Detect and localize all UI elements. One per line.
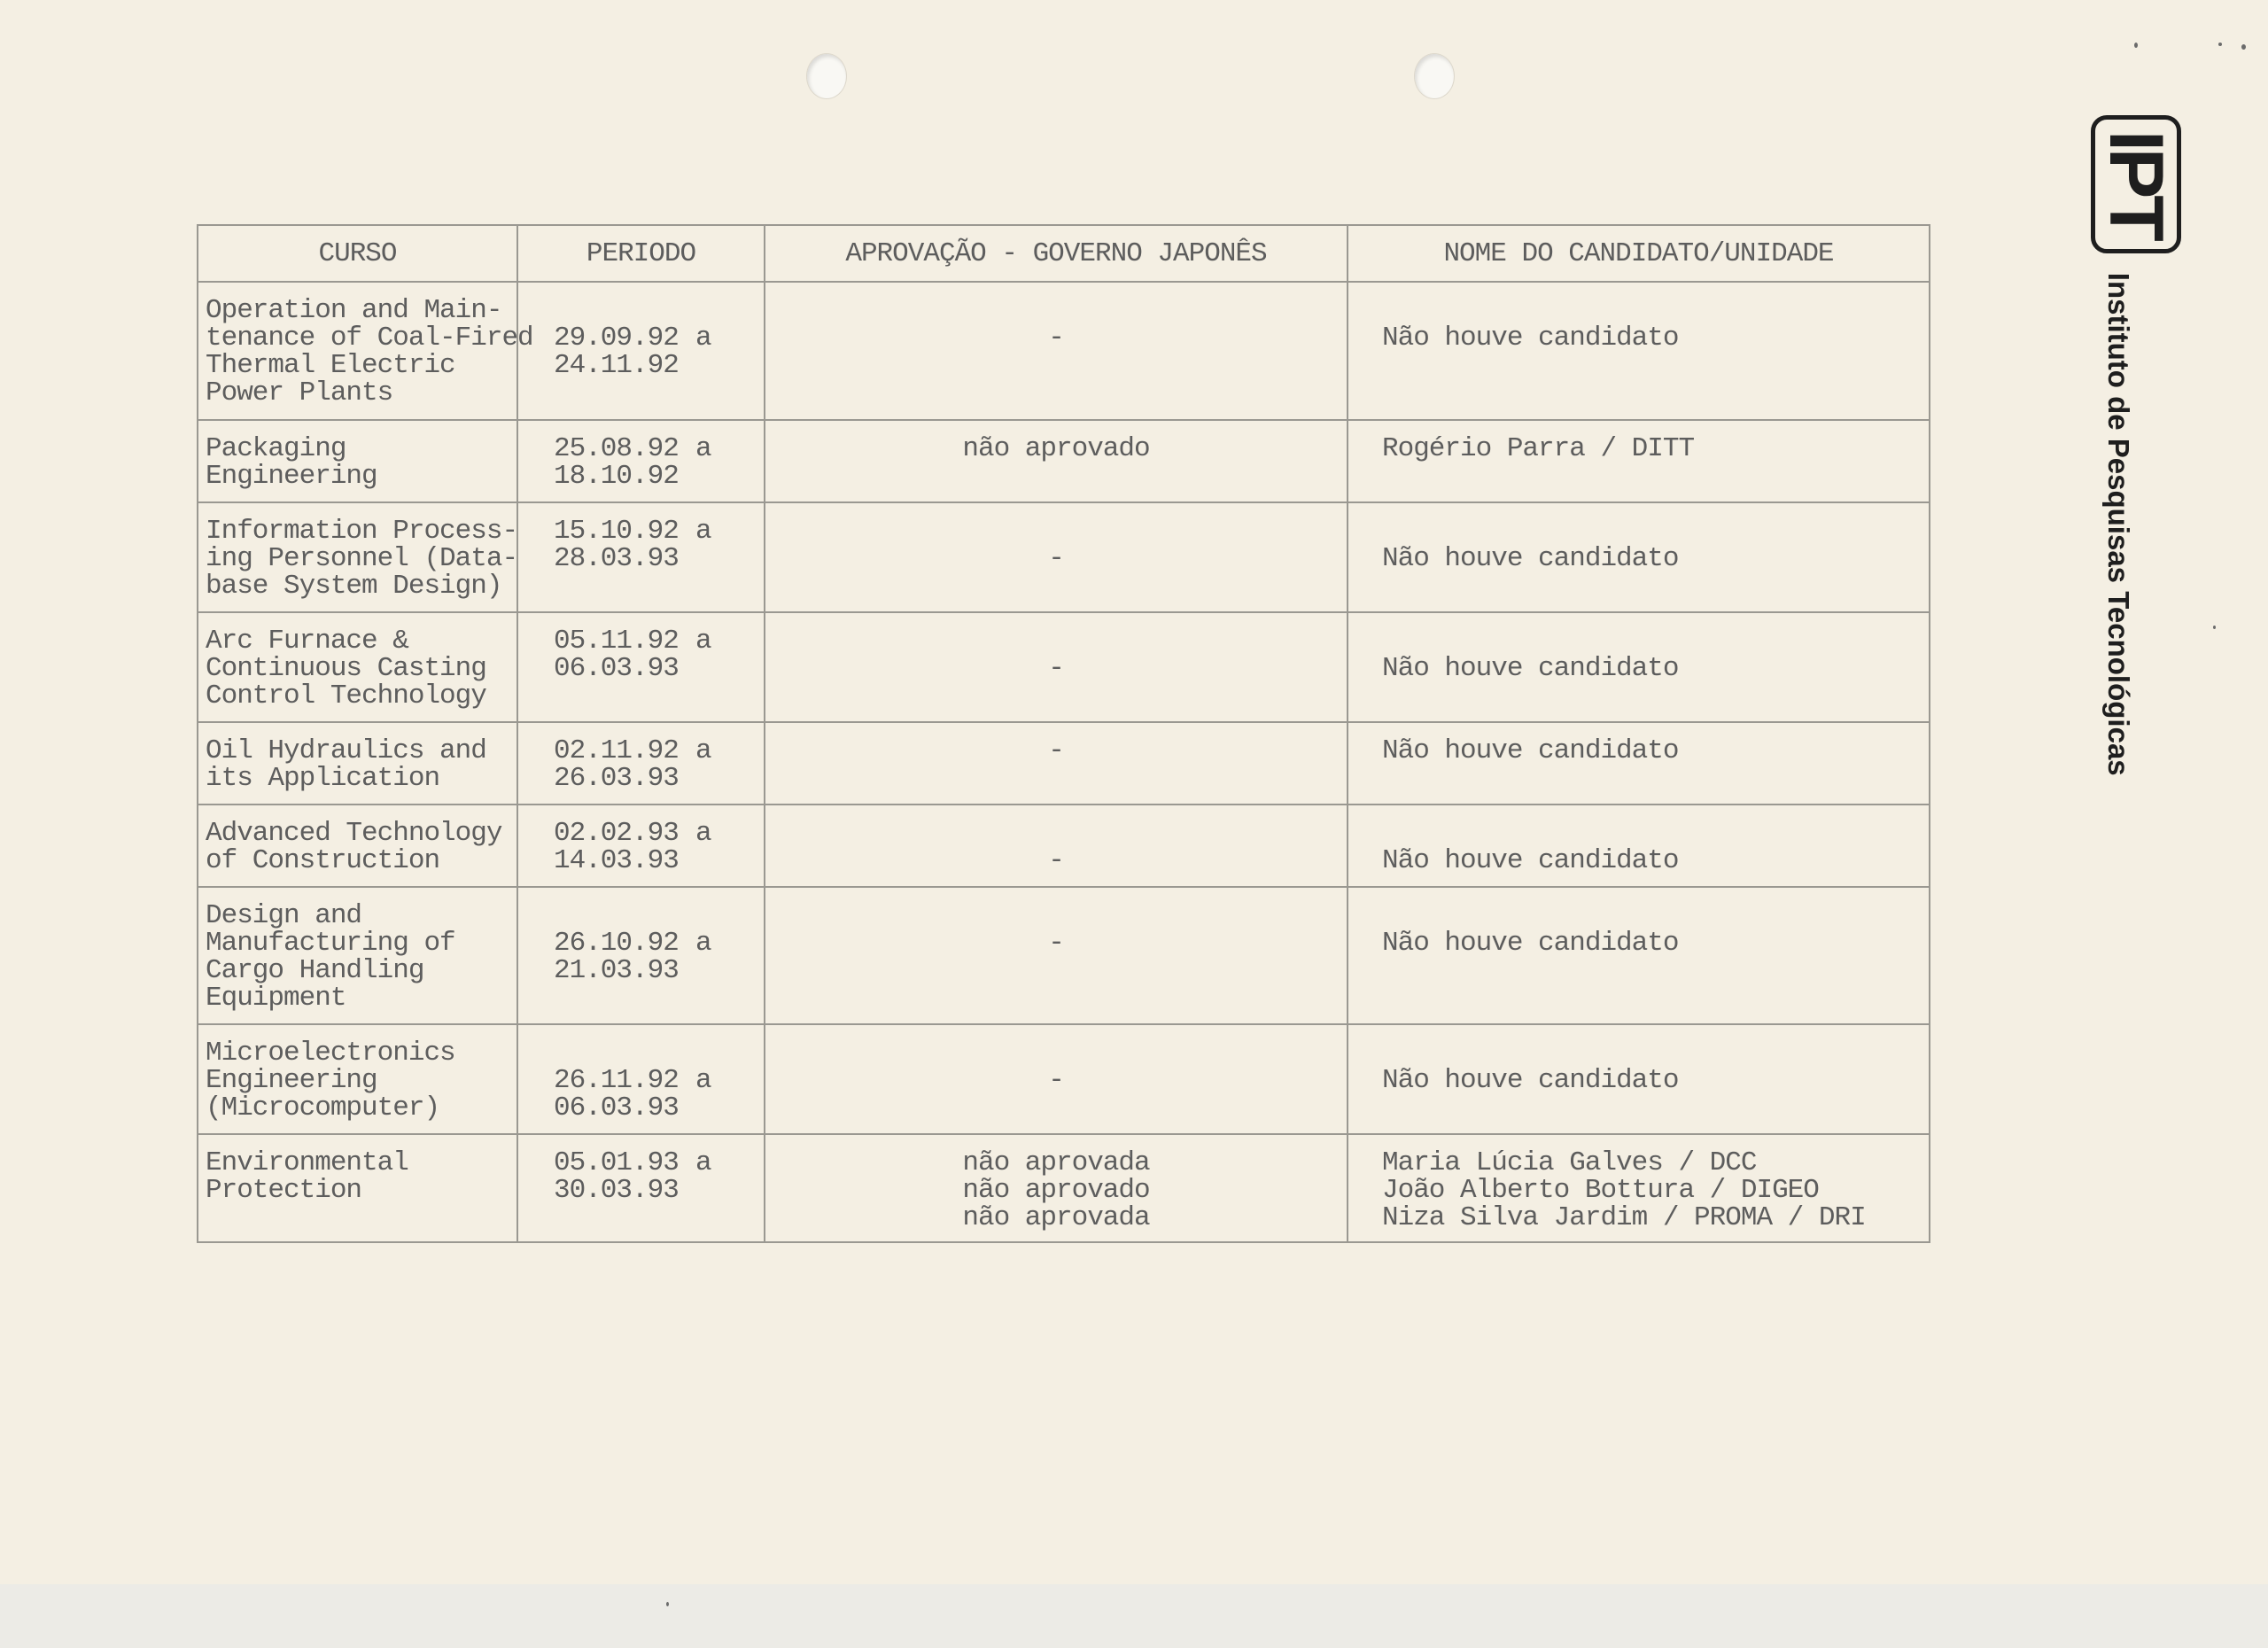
paper-speck — [2134, 43, 2138, 48]
candidate-text: Não houve candidato — [1382, 1065, 1679, 1096]
ipt-logo: IPT — [2091, 115, 2181, 253]
period-start: 02.11.92 — [554, 735, 679, 766]
table-row — [198, 612, 1930, 722]
approval-text: - — [1048, 1065, 1064, 1096]
course-line: (Microcomputer) — [206, 1092, 440, 1123]
candidate-text: João Alberto Bottura / DIGEO — [1382, 1175, 1819, 1206]
period-start: 05.11.92 — [554, 626, 679, 657]
period-separator: a — [695, 516, 711, 547]
course-line: Control Technology — [206, 680, 486, 711]
course-line: its Application — [206, 763, 440, 794]
course-line: Equipment — [206, 983, 346, 1014]
course-cell — [198, 722, 517, 805]
period-separator: a — [695, 1147, 711, 1178]
course-line: Operation and Main- — [206, 295, 502, 326]
paper-speck — [666, 1602, 669, 1606]
approval-cell — [765, 805, 1348, 887]
course-cell — [198, 887, 517, 1024]
course-cell — [198, 282, 533, 420]
header-periodo: PERIODO — [517, 225, 765, 282]
candidate-cell — [1348, 887, 1930, 1024]
course-table — [197, 224, 1930, 1243]
period-end: 28.03.93 — [554, 543, 679, 574]
approval-cell — [765, 420, 1348, 502]
period-end: 06.03.93 — [554, 653, 679, 684]
period-end: 14.03.93 — [554, 845, 679, 876]
period-separator: a — [695, 818, 711, 849]
course-line: Engineering — [206, 461, 377, 492]
course-cell — [198, 420, 517, 502]
header-row — [198, 225, 1930, 282]
course-line: tenance of Coal-Fired — [206, 323, 533, 354]
period-cell — [517, 612, 765, 722]
course-line: ing Personnel (Data- — [206, 543, 518, 574]
period-separator: a — [695, 928, 711, 959]
candidate-text: Niza Silva Jardim / PROMA / DRI — [1382, 1202, 1866, 1233]
period-start: 15.10.92 — [554, 516, 679, 547]
table-row — [198, 420, 1930, 502]
header-candidato: NOME DO CANDIDATO/UNIDADE — [1348, 225, 1930, 282]
candidate-cell — [1348, 282, 1930, 420]
approval-cell — [765, 722, 1348, 805]
period-start: 29.09.92 — [554, 323, 679, 354]
course-line: Thermal Electric — [206, 350, 455, 381]
period-end: 24.11.92 — [554, 350, 679, 381]
period-separator: a — [695, 1065, 711, 1096]
candidate-cell — [1348, 420, 1930, 502]
course-line: Power Plants — [206, 377, 393, 408]
course-line: Arc Furnace & — [206, 626, 408, 657]
course-line: Oil Hydraulics and — [206, 735, 486, 766]
approval-text: - — [1048, 543, 1064, 574]
course-line: Advanced Technology — [206, 818, 502, 849]
candidate-cell — [1348, 1134, 1930, 1242]
candidate-cell — [1348, 612, 1930, 722]
paper-speck — [2218, 43, 2222, 46]
period-cell — [517, 1024, 765, 1134]
candidate-text: Não houve candidato — [1382, 653, 1679, 684]
period-cell — [517, 420, 765, 502]
period-end: 18.10.92 — [554, 461, 679, 492]
candidate-cell — [1348, 805, 1930, 887]
candidate-text: Não houve candidato — [1382, 543, 1679, 574]
candidate-text: Não houve candidato — [1382, 735, 1679, 766]
course-line: Protection — [206, 1175, 362, 1206]
candidate-text: Não houve candidato — [1382, 845, 1679, 876]
period-start: 26.11.92 — [554, 1065, 679, 1096]
candidate-cell — [1348, 1024, 1930, 1134]
period-separator: a — [695, 626, 711, 657]
period-separator: a — [695, 433, 711, 464]
table-row — [198, 1134, 1930, 1242]
approval-cell — [765, 502, 1348, 612]
paper-speck — [2241, 44, 2246, 50]
period-start: 26.10.92 — [554, 928, 679, 959]
approval-text: não aprovada — [962, 1147, 1150, 1178]
course-line: Cargo Handling — [206, 955, 424, 986]
period-start: 02.02.93 — [554, 818, 679, 849]
candidate-text: Rogério Parra / DITT — [1382, 433, 1695, 464]
period-cell — [517, 282, 765, 420]
table-row — [198, 282, 1930, 420]
course-line: of Construction — [206, 845, 440, 876]
approval-cell — [765, 1024, 1348, 1134]
course-cell — [198, 1024, 517, 1134]
period-end: 06.03.93 — [554, 1092, 679, 1123]
approval-text: não aprovado — [962, 1175, 1150, 1206]
candidate-cell — [1348, 722, 1930, 805]
course-line: Engineering — [206, 1065, 377, 1096]
approval-text: - — [1048, 845, 1064, 876]
approval-cell — [765, 887, 1348, 1024]
table-row — [198, 805, 1930, 887]
approval-text: - — [1048, 323, 1064, 354]
course-cell — [198, 805, 517, 887]
candidate-cell — [1348, 502, 1930, 612]
candidate-text: Não houve candidato — [1382, 323, 1679, 354]
period-start: 05.01.93 — [554, 1147, 679, 1178]
period-start: 25.08.92 — [554, 433, 679, 464]
period-separator: a — [695, 735, 711, 766]
approval-text: não aprovado — [962, 433, 1150, 464]
candidate-text: Maria Lúcia Galves / DCC — [1382, 1147, 1757, 1178]
period-cell — [517, 722, 765, 805]
period-end: 30.03.93 — [554, 1175, 679, 1206]
approval-text: não aprovada — [962, 1202, 1150, 1233]
approval-text: - — [1048, 928, 1064, 959]
table-row — [198, 1024, 1930, 1134]
institute-name: Instituto de Pesquisas Tecnológicas — [2102, 272, 2135, 776]
approval-cell — [765, 612, 1348, 722]
period-end: 21.03.93 — [554, 955, 679, 986]
course-line: Manufacturing of — [206, 928, 455, 959]
table-row — [198, 887, 1930, 1024]
period-cell — [517, 502, 765, 612]
candidate-text: Não houve candidato — [1382, 928, 1679, 959]
approval-cell — [765, 282, 1348, 420]
course-line: Information Process- — [206, 516, 518, 547]
table-row — [198, 722, 1930, 805]
paper-speck — [2213, 626, 2216, 629]
approval-text: - — [1048, 653, 1064, 684]
course-line: Continuous Casting — [206, 653, 486, 684]
header-aprovacao: APROVAÇÃO - GOVERNO JAPONÊS — [765, 225, 1348, 282]
course-cell — [198, 502, 517, 612]
approval-cell — [765, 1134, 1348, 1242]
header-curso: CURSO — [198, 225, 517, 282]
period-cell — [517, 1134, 765, 1242]
course-line: base System Design) — [206, 571, 502, 602]
table-row — [198, 502, 1930, 612]
course-line: Packaging — [206, 433, 346, 464]
punch-hole — [806, 53, 847, 99]
period-cell — [517, 887, 765, 1024]
course-line: Design and — [206, 900, 362, 931]
course-cell — [198, 1134, 517, 1242]
course-cell — [198, 612, 517, 722]
punch-hole — [1414, 53, 1455, 99]
course-line: Microelectronics — [206, 1038, 455, 1069]
period-separator: a — [695, 323, 711, 354]
course-line: Environmental — [206, 1147, 408, 1178]
period-cell — [517, 805, 765, 887]
approval-text: - — [1048, 735, 1064, 766]
period-end: 26.03.93 — [554, 763, 679, 794]
